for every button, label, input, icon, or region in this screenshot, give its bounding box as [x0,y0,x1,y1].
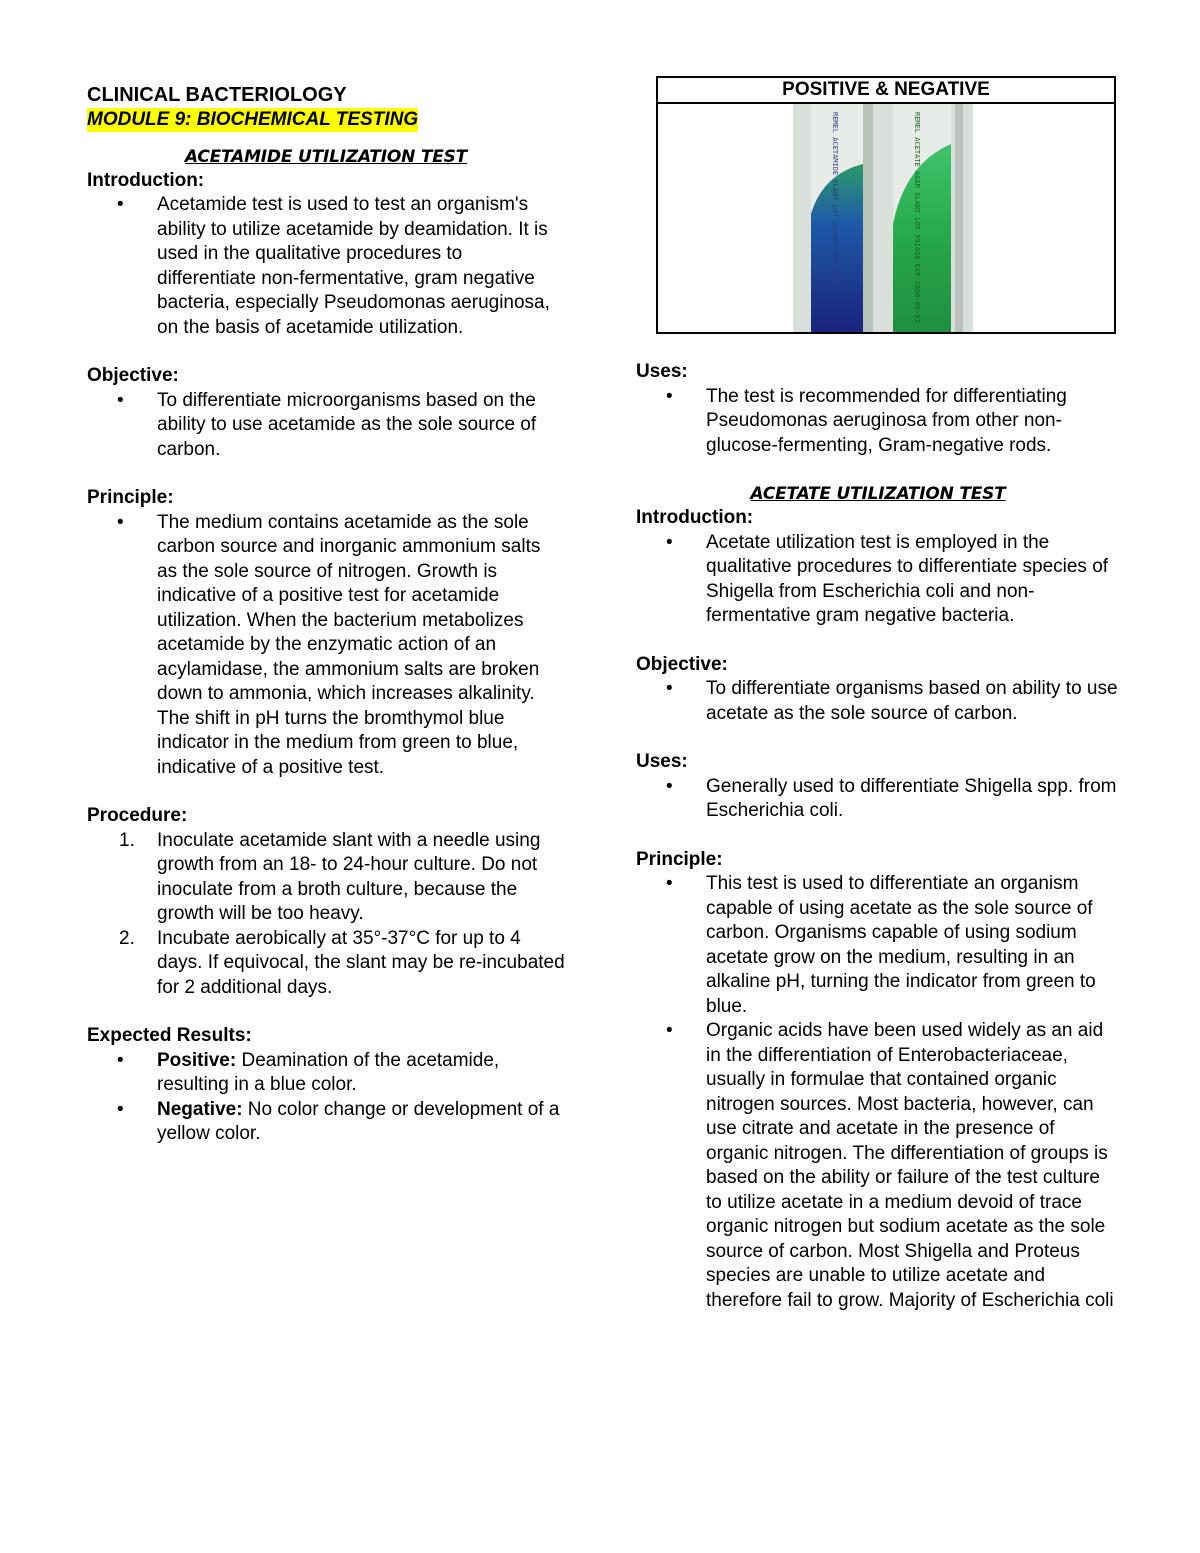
bullet-icon: • [666,385,673,407]
list-item: • The medium contains acetamide as the sole carbon source and inorganic ammonium salts as the sole source of nitrogen. Growth is indicative of a positive test for acetamide utilization. When the bacterium metabolizes acetamide by the enzymatic action of an acylamidase, the ammonium salts are broken down to ammonia, which increases alkalinity. The shift in pH turns the bromthymol blue indicator in the medium from green to blue, indicative of a positive test. [117,511,541,778]
list-item: • This test is used to differentiate an organism capable of using acetate as the sole source of carbon. Organisms capable of using sodium acetate grow on the medium, resulting in an alkaline pH, turning the indicator from green to blue. [666,873,1096,1017]
acetate-principle-list [636,872,1120,1313]
bullet-icon: • [666,775,673,797]
left-column [87,82,565,1147]
tube-label-positive: REMEL ACETAMIDE SLANT LOT 591008 EXP 2006-07 [831,112,839,298]
acetamide-results-heading: Expected Results: [87,1025,252,1046]
document-title: CLINICAL BACTERIOLOGY [87,84,347,106]
list-number: 2. [119,927,135,949]
result-label: Positive: [157,1049,237,1071]
list-item: • Organic acids have been used widely as an aid in the differentiation of Enterobacteriaceae, usually in formulae that contained organic nitrogen sources. Most bacteria, however, can use citrate and acetate in the presence of organic nitrogen. The differentiation of groups is based on the ability or failure of the test culture to utilize acetate in a medium devoid of trace organic nitrogen but sodium acetate as the sole source of carbon. Most Shigella and Proteus species are unable to utilize acetate and therefore fail to grow. Majority of Escherichia coli [666,1020,1114,1311]
bullet-icon: • [117,511,124,533]
bullet-icon: • [117,194,124,215]
results-figure [656,76,1116,334]
list-item: • Acetate utilization test is employed in the qualitative procedures to differentiate species of Shigella from Escherichia coli and non-fermentative gram negative bacteria. [666,531,1109,626]
acetamide-procedure-list [87,829,565,1001]
list-item: • Acetamide test is used to test an organism's ability to utilize acetamide by deamidation. It is used in the qualitative procedures to differentiate non-fermentative, gram negative bacteria, especially Pseudomonas aeruginosa, on the basis of acetamide utilization. [117,194,550,338]
module-title: MODULE 9: BIOCHEMICAL TESTING [87,109,419,130]
bullet-icon: • [666,1020,673,1041]
acetamide-intro-heading: Introduction: [87,169,205,191]
acetate-uses-heading: Uses: [636,751,688,772]
bullet-icon: • [666,531,673,553]
acetate-intro-list [636,531,1120,629]
acetate-test-title: ACETATE UTILIZATION TEST [750,484,1006,504]
tubes-photo [793,104,973,332]
list-item: • Generally used to differentiate Shigella spp. from Escherichia coli. [666,775,1117,821]
acetamide-test-title: ACETAMIDE UTILIZATION TEST [184,146,468,167]
bullet-icon: • [117,389,124,411]
acetate-objective-list [636,677,1120,726]
bullet-icon: • [666,678,673,699]
list-item: • Positive: Deamination of the acetamide, resulting in a blue color. [117,1049,500,1095]
result-label: Negative: [157,1098,243,1120]
acetamide-objective-heading: Objective: [87,365,179,386]
bullet-icon: • [666,873,673,894]
acetamide-procedure-heading: Procedure: [87,805,188,826]
figure-caption: POSITIVE & NEGATIVE [658,78,1114,104]
list-item: • To differentiate organisms based on ability to use acetate as the sole source of carbon. [666,678,1118,724]
bullet-icon: • [117,1049,124,1071]
acetamide-uses-heading: Uses: [636,361,688,382]
list-item: • Negative: No color change or development of a yellow color. [117,1098,560,1144]
acetate-uses-list [636,775,1120,824]
acetate-intro-heading: Introduction: [636,507,754,528]
acetate-principle-heading: Principle: [636,848,723,870]
list-number: 1. [119,829,135,851]
acetamide-intro-list [87,193,565,340]
list-item: 2. Incubate aerobically at 35°-37°C for up to 4 days. If equivocal, the slant may be re-incubated for 2 additional days. [119,927,565,998]
list-item: 1. Inoculate acetamide slant with a needle using growth from an 18- to 24-hour culture. Do not inoculate from a broth culture, because the growth will be too heavy. [119,829,541,924]
list-item: • The test is recommended for differentiating Pseudomonas aeruginosa from other non-glucose-fermenting, Gram-negative rods. [666,385,1067,456]
bullet-icon: • [117,1098,124,1120]
tube-label-negative: REMEL ACETATE AGAR SLANT LOT 591008 EXP 2006-05-07 [913,112,921,323]
list-item: • To differentiate microorganisms based on the ability to use acetamide as the sole source of carbon. [117,389,537,460]
acetamide-uses-list [636,385,1120,459]
acetate-objective-heading: Objective: [636,653,728,675]
acetamide-objective-list [87,389,565,463]
right-column [636,76,1120,1313]
acetamide-principle-heading: Principle: [87,487,174,508]
figure-image [658,104,1114,332]
acetamide-principle-list [87,511,565,781]
test-tubes-illustration [793,104,973,332]
acetamide-results-list [87,1049,565,1147]
